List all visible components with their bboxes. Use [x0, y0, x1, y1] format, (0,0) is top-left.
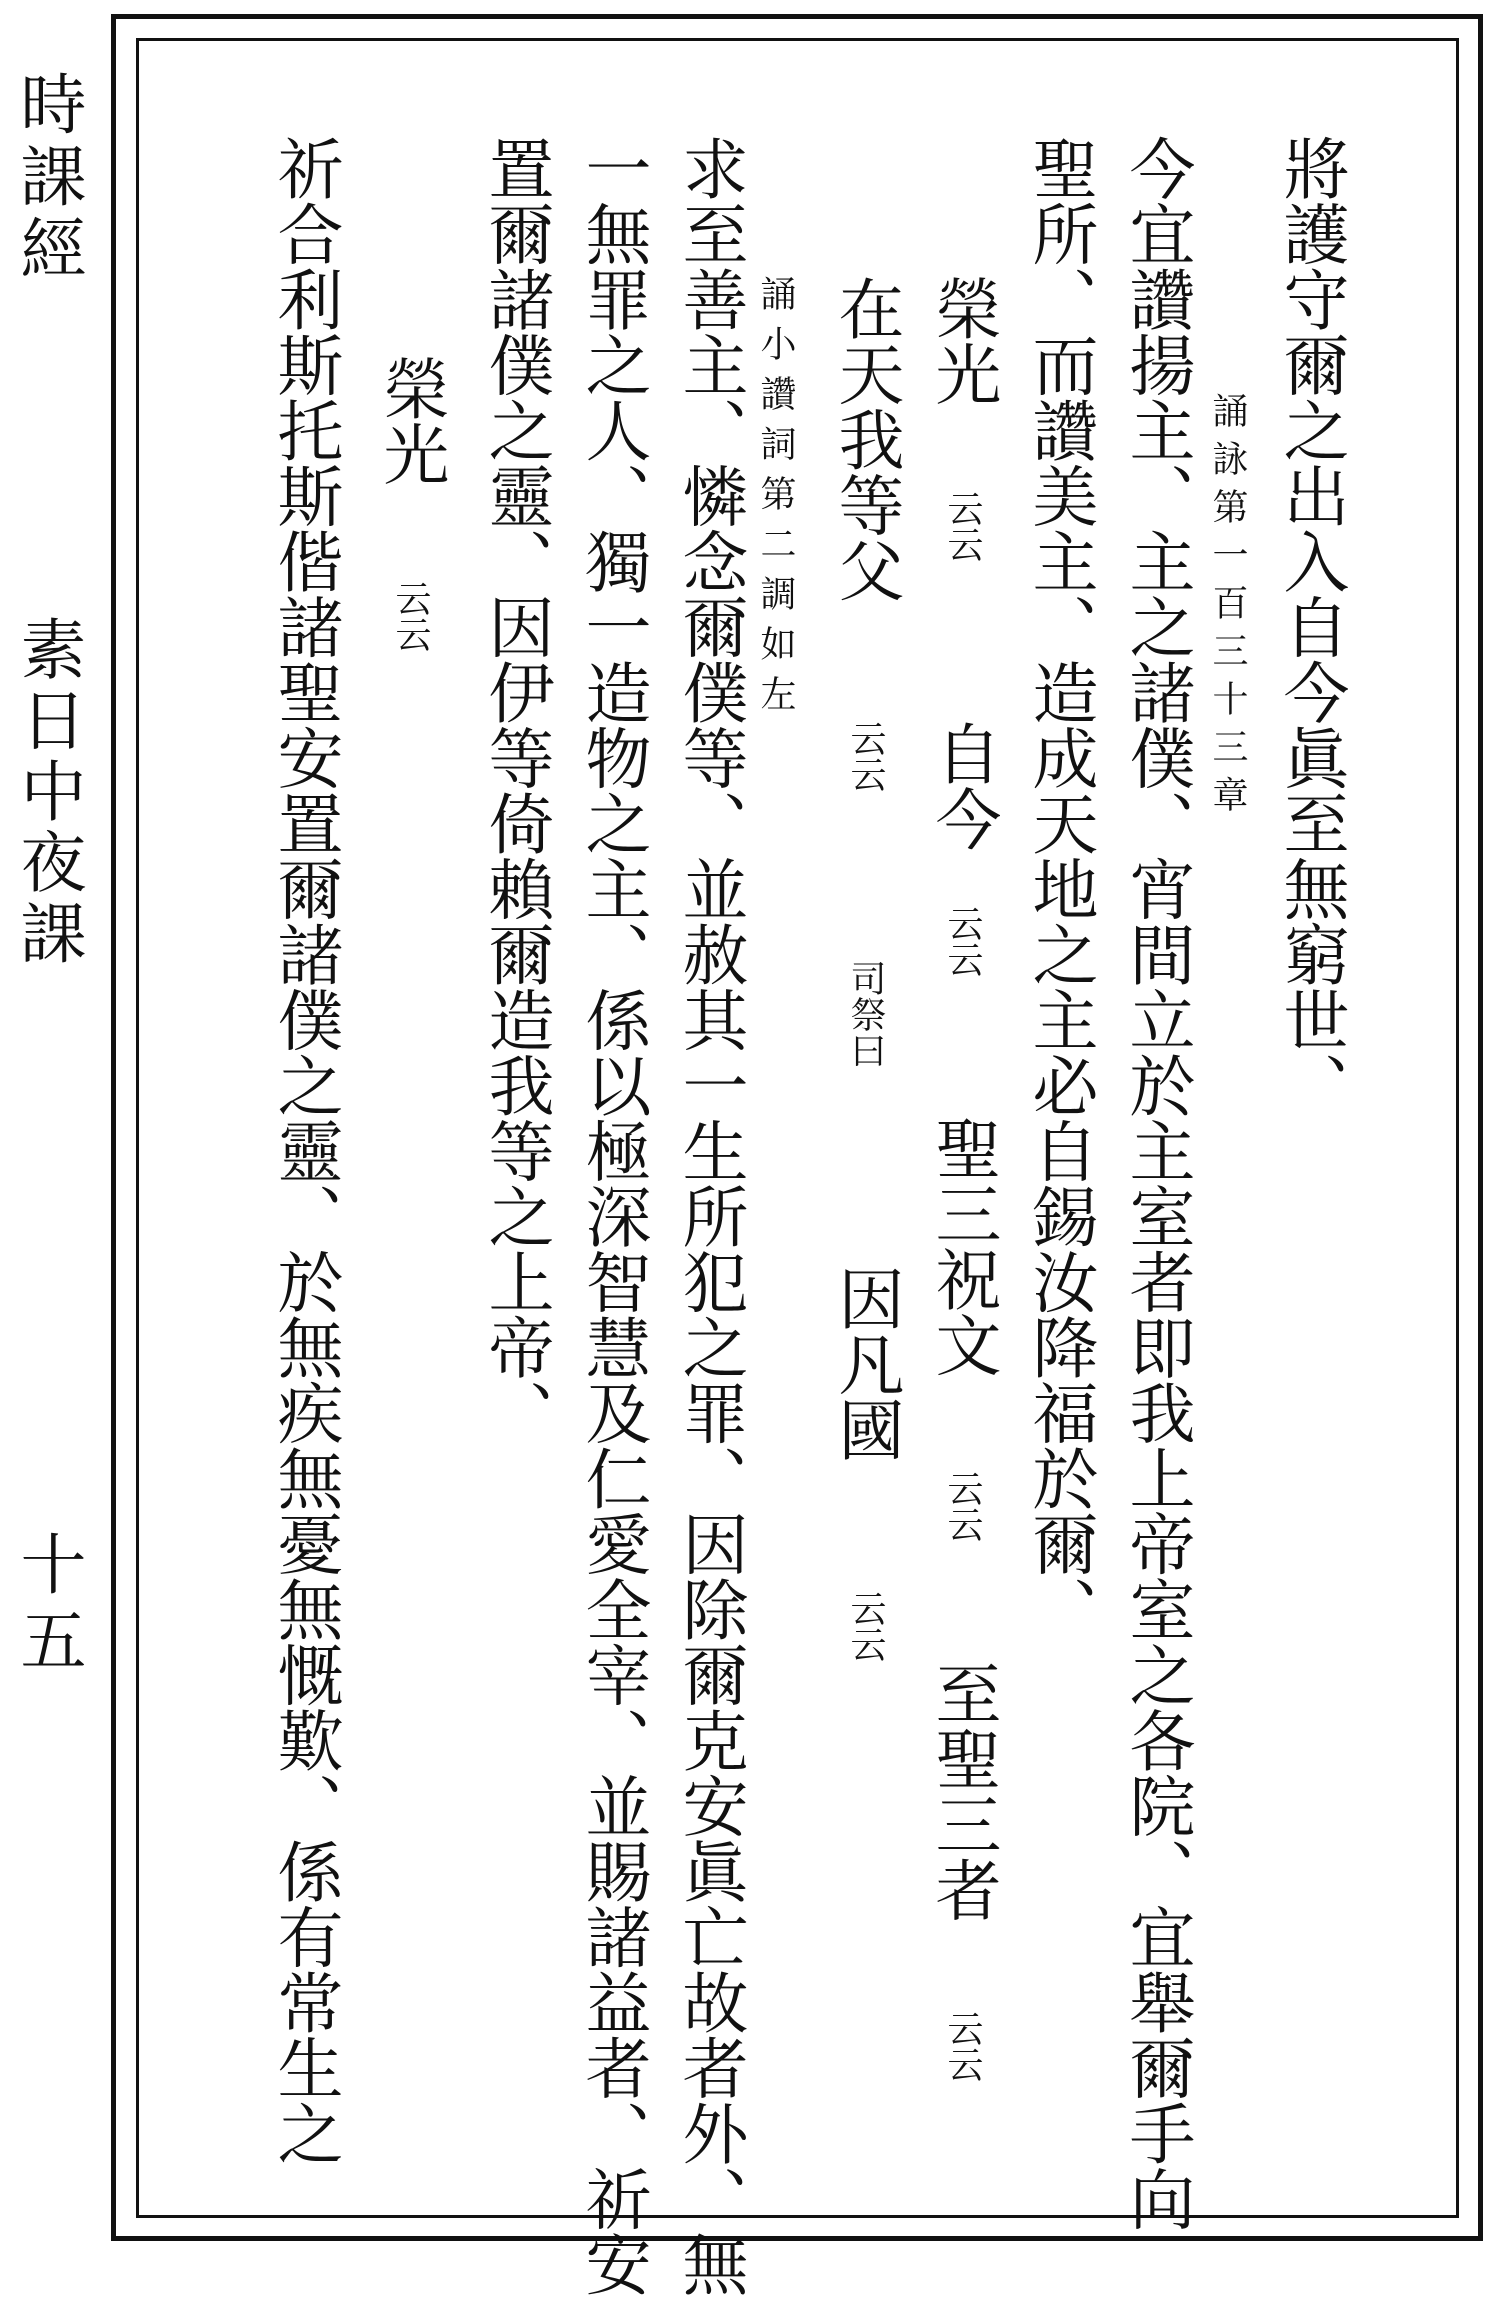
column-4-c: 自今: [924, 720, 1001, 851]
column-8: [477, 135, 554, 1445]
column-5-e: 云云: [845, 1590, 886, 1662]
column-10: [266, 135, 343, 2166]
column-4-e: 聖三祝文: [924, 1115, 1001, 1377]
column-4-g: 至聖三者: [924, 1660, 1001, 1922]
hymn-heading: 誦小讚詞第二調如左: [755, 275, 796, 725]
column-5-b: 云云: [845, 720, 886, 792]
column-5-d: 因凡國: [827, 1265, 904, 1462]
main-text: 置爾諸僕之靈、因伊等倚賴爾造我等之上帝、: [477, 135, 554, 1445]
book-title: 時課經: [9, 70, 86, 286]
psalm-heading: 誦詠第一百三十三章: [1207, 392, 1248, 824]
column-5-a: 在天我等父: [827, 275, 904, 603]
column-6: [671, 135, 748, 2297]
column-4-b: 云云: [942, 490, 983, 562]
column-4-a: 榮光: [924, 275, 1001, 406]
main-text: 一無罪之人、獨一造物之主、係以極深智慧及仁愛全宰、並賜諸益者、祈安: [574, 135, 651, 2297]
main-text: 將護守爾之出入自今眞至無窮世、: [1272, 135, 1349, 1118]
column-2: [1118, 135, 1195, 2231]
main-text: 祈合利斯托斯偕諸聖安置爾諸僕之靈、於無疾無憂無慨歎、係有常生之: [266, 135, 343, 2166]
column-7: [574, 135, 651, 2297]
page-number: 十五: [9, 1530, 86, 1682]
column-9-b: 云云: [390, 580, 431, 652]
column-1: [1272, 135, 1349, 1118]
main-text: 聖所、而讚美主、造成天地之主必自錫汝降福於爾、: [1021, 135, 1098, 1642]
main-text: 求至善主、憐念爾僕等、並赦其一生所犯之罪、因除爾克安眞亡故者外、無: [671, 135, 748, 2297]
column-9-a: 榮光: [372, 355, 449, 486]
column-4-f: 云云: [942, 1470, 983, 1542]
column-5-c: 司祭曰: [845, 960, 886, 1068]
column-3: [1021, 135, 1098, 1642]
main-text: 今宜讚揚主、主之諸僕、宵間立於主室者即我上帝室之各院、宜舉爾手向: [1118, 135, 1195, 2231]
section-title: 素日中夜課: [9, 615, 86, 970]
column-4-h: 云云: [942, 2010, 983, 2082]
column-4-d: 云云: [942, 905, 983, 977]
